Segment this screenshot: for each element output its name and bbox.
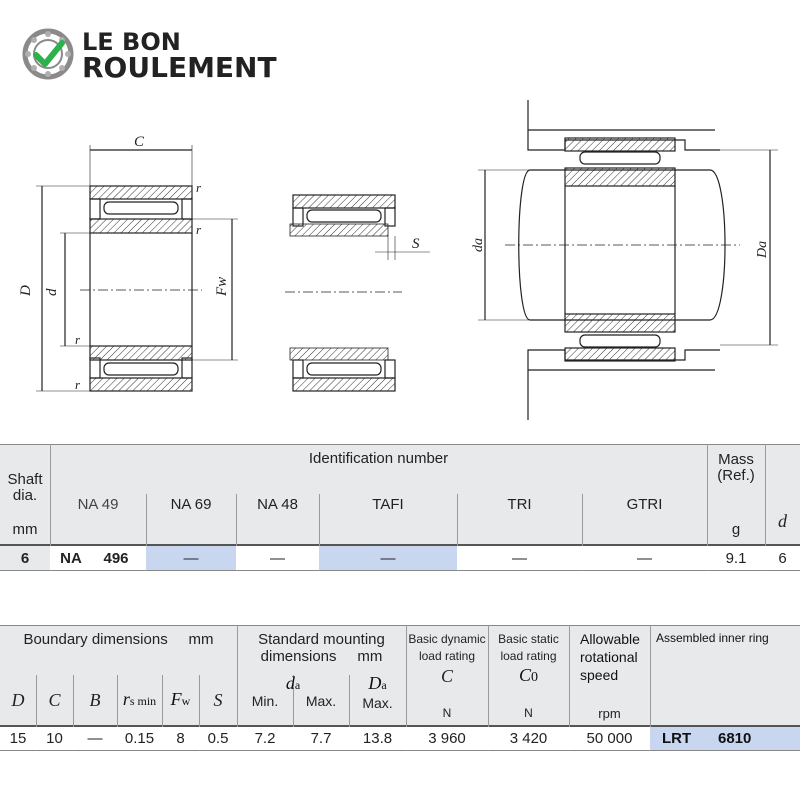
row-na48: — xyxy=(270,549,285,567)
dynamic-unit: N xyxy=(442,706,452,720)
row-ring-prefix: LRT xyxy=(662,730,692,747)
label-da: da xyxy=(471,238,486,252)
row-gtri: — xyxy=(637,549,652,567)
label-d: d xyxy=(44,288,60,296)
d-label: d xyxy=(778,510,787,531)
row-Da-max: 13.8 xyxy=(362,730,393,747)
mounting-header-2: dimensions mm xyxy=(260,647,383,665)
row-na69: — xyxy=(183,549,199,567)
speed-label-2: rotational xyxy=(580,649,638,665)
col-S: S xyxy=(213,689,223,710)
dynamic-symbol: C xyxy=(440,665,453,686)
drawing-mounting-arrangement xyxy=(478,100,778,420)
series-na69: NA 69 xyxy=(170,495,212,513)
row-prefix: NA xyxy=(60,549,82,567)
col-C: C xyxy=(48,689,61,710)
mass-unit: g xyxy=(731,520,741,538)
row-ring-number: 6810 xyxy=(718,730,752,747)
label-r-1: r xyxy=(196,180,202,195)
row-shaft: 6 xyxy=(0,546,50,570)
bearing-check-icon xyxy=(22,28,74,80)
label-r-3: r xyxy=(75,332,81,347)
logo xyxy=(22,26,302,86)
row-da-max: 7.7 xyxy=(310,730,332,747)
series-na48: NA 48 xyxy=(257,495,298,513)
row-B: — xyxy=(87,730,103,747)
row-rs: 0.15 xyxy=(124,730,155,747)
static-label-2: load rating xyxy=(500,649,557,663)
row-d: 6 xyxy=(778,549,787,567)
col-B: B xyxy=(89,689,101,710)
row-C: 10 xyxy=(46,730,63,747)
row-da-min: 7.2 xyxy=(254,730,276,747)
label-r-2: r xyxy=(196,222,202,237)
col-Fw: Fw xyxy=(170,689,191,709)
drawing-bearing-with-inner-ring xyxy=(36,145,238,391)
shaft-label-1: Shaft xyxy=(7,470,43,488)
inner-ring-header: Assembled inner ring xyxy=(656,631,769,645)
logo-line-2: ROULEMENT xyxy=(82,51,277,84)
label-S: S xyxy=(412,236,420,252)
col-da: da xyxy=(285,673,301,693)
row-mass: 9.1 xyxy=(725,549,747,567)
speed-label-1: Allowable xyxy=(580,631,640,647)
label-Fw: Fw xyxy=(214,276,230,296)
col-Da: Da xyxy=(368,673,387,693)
label-C: C xyxy=(134,134,145,150)
series-tri: TRI xyxy=(507,495,532,513)
row-tafi: — xyxy=(380,549,396,567)
mass-label-2: (Ref.) xyxy=(717,466,755,484)
dimensions-row xyxy=(0,727,800,750)
row-S: 0.5 xyxy=(207,730,229,747)
identification-table xyxy=(0,444,800,571)
static-label-1: Basic static xyxy=(498,632,559,646)
label-Da: Da xyxy=(755,240,770,258)
row-Cr: 3 960 xyxy=(428,730,466,747)
row-number: 496 xyxy=(103,549,129,567)
bearing-drawings xyxy=(0,95,800,440)
series-na49: NA 49 xyxy=(77,495,119,513)
row-Fw: 8 xyxy=(176,730,185,747)
drawing-bearing-without-inner-ring xyxy=(285,195,430,391)
logo-line-1: LE BON xyxy=(82,28,181,56)
shaft-label-2: dia. xyxy=(12,486,38,504)
speed-label-3: speed xyxy=(580,667,619,683)
shaft-unit: mm xyxy=(12,520,38,538)
label-r-4: r xyxy=(75,377,81,392)
label-D: D xyxy=(18,285,34,296)
col-D: D xyxy=(11,689,25,710)
row-C0r: 3 420 xyxy=(509,730,548,747)
static-unit: N xyxy=(524,706,533,720)
boundary-header: Boundary dimensions mm xyxy=(23,630,214,648)
col-Da-max: Max. xyxy=(362,695,393,711)
row-D: 15 xyxy=(9,730,27,747)
col-da-min: Min. xyxy=(251,693,279,709)
col-rs: rs min xyxy=(122,689,157,709)
mounting-header-1: Standard mounting xyxy=(258,630,385,648)
dynamic-label-1: Basic dynamic xyxy=(408,632,486,646)
identification-header: Identification number xyxy=(308,449,449,467)
row-speed: 50 000 xyxy=(586,730,633,747)
dynamic-label-2: load rating xyxy=(418,649,476,663)
row-tri: — xyxy=(512,549,527,567)
mass-label-1: Mass xyxy=(718,450,754,468)
speed-unit: rpm xyxy=(598,705,621,721)
static-symbol: C0 xyxy=(518,665,538,685)
identification-row xyxy=(0,546,800,570)
col-da-max: Max. xyxy=(305,693,337,709)
series-gtri: GTRI xyxy=(626,495,663,513)
series-tafi: TAFI xyxy=(372,495,404,513)
dimensions-table xyxy=(0,625,800,751)
